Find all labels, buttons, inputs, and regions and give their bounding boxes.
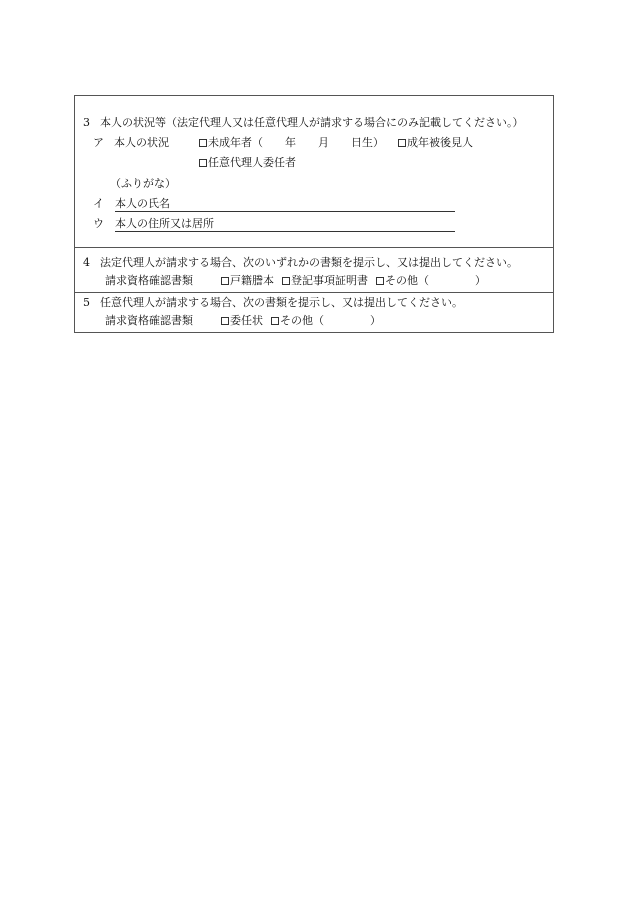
item-a-label: 本人の状況 — [114, 136, 169, 149]
section-4 — [75, 248, 553, 293]
section-4-heading: 法定代理人が請求する場合、次のいずれかの書類を提示し、又は提出してください。 — [100, 256, 518, 269]
item-i-marker: イ — [93, 197, 104, 210]
other-doc-label-4: その他（ — [385, 274, 429, 287]
birth-day-label: 日生） — [351, 136, 384, 149]
other-doc-checkbox-5[interactable] — [271, 317, 279, 325]
item-u-marker: ウ — [93, 217, 104, 230]
power-of-attorney-checkbox[interactable] — [221, 317, 229, 325]
section-5-number: 5 — [83, 296, 90, 309]
item-a-marker: ア — [93, 136, 104, 149]
principal-address-field[interactable] — [115, 217, 455, 232]
section-4-number: 4 — [83, 256, 90, 269]
minor-checkbox[interactable] — [199, 139, 207, 147]
power-of-attorney-label: 委任状 — [230, 314, 263, 327]
other-doc-checkbox-4[interactable] — [376, 277, 384, 285]
delegator-row — [199, 156, 296, 170]
section-5 — [75, 293, 553, 333]
section-3-heading: 本人の状況等（法定代理人又は任意代理人が請求する場合にのみ記載してください。） — [100, 116, 524, 129]
item-a-options-row — [199, 136, 473, 150]
section-3-heading-row — [83, 116, 524, 130]
delegator-label: 任意代理人委任者 — [208, 156, 296, 169]
registry-certificate-checkbox[interactable] — [282, 277, 290, 285]
section-3-number: 3 — [83, 116, 90, 129]
other-doc-label-5: その他（ — [280, 314, 324, 327]
section-5-docs-label: 請求資格確認書類 — [105, 314, 193, 327]
section-4-options-row — [221, 274, 486, 288]
section-3 — [75, 96, 553, 248]
section-4-docs-label: 請求資格確認書類 — [105, 274, 193, 287]
other-doc-close-4: ） — [475, 274, 486, 287]
adult-ward-label: 成年被後見人 — [407, 136, 473, 149]
principal-name-field[interactable] — [115, 197, 455, 212]
principal-name-label: 本人の氏名 — [115, 197, 170, 210]
furigana-label: （ふりがな） — [110, 177, 176, 190]
section-5-heading-row — [83, 296, 463, 310]
family-register-checkbox[interactable] — [221, 277, 229, 285]
adult-ward-checkbox[interactable] — [398, 139, 406, 147]
principal-address-label: 本人の住所又は居所 — [115, 217, 214, 230]
other-doc-close-5: ） — [370, 314, 381, 327]
birth-year-label: 年 — [285, 136, 296, 149]
minor-label: 未成年者（ — [208, 136, 263, 149]
item-a-row — [93, 136, 169, 150]
registry-certificate-label: 登記事項証明書 — [291, 274, 368, 287]
family-register-label: 戸籍謄本 — [230, 274, 274, 287]
birth-month-label: 月 — [318, 136, 329, 149]
section-5-options-row — [221, 314, 381, 328]
section-4-heading-row — [83, 256, 518, 270]
delegator-checkbox[interactable] — [199, 159, 207, 167]
request-form-box — [74, 95, 554, 333]
section-5-heading: 任意代理人が請求する場合、次の書類を提示し、又は提出してください。 — [100, 296, 463, 309]
